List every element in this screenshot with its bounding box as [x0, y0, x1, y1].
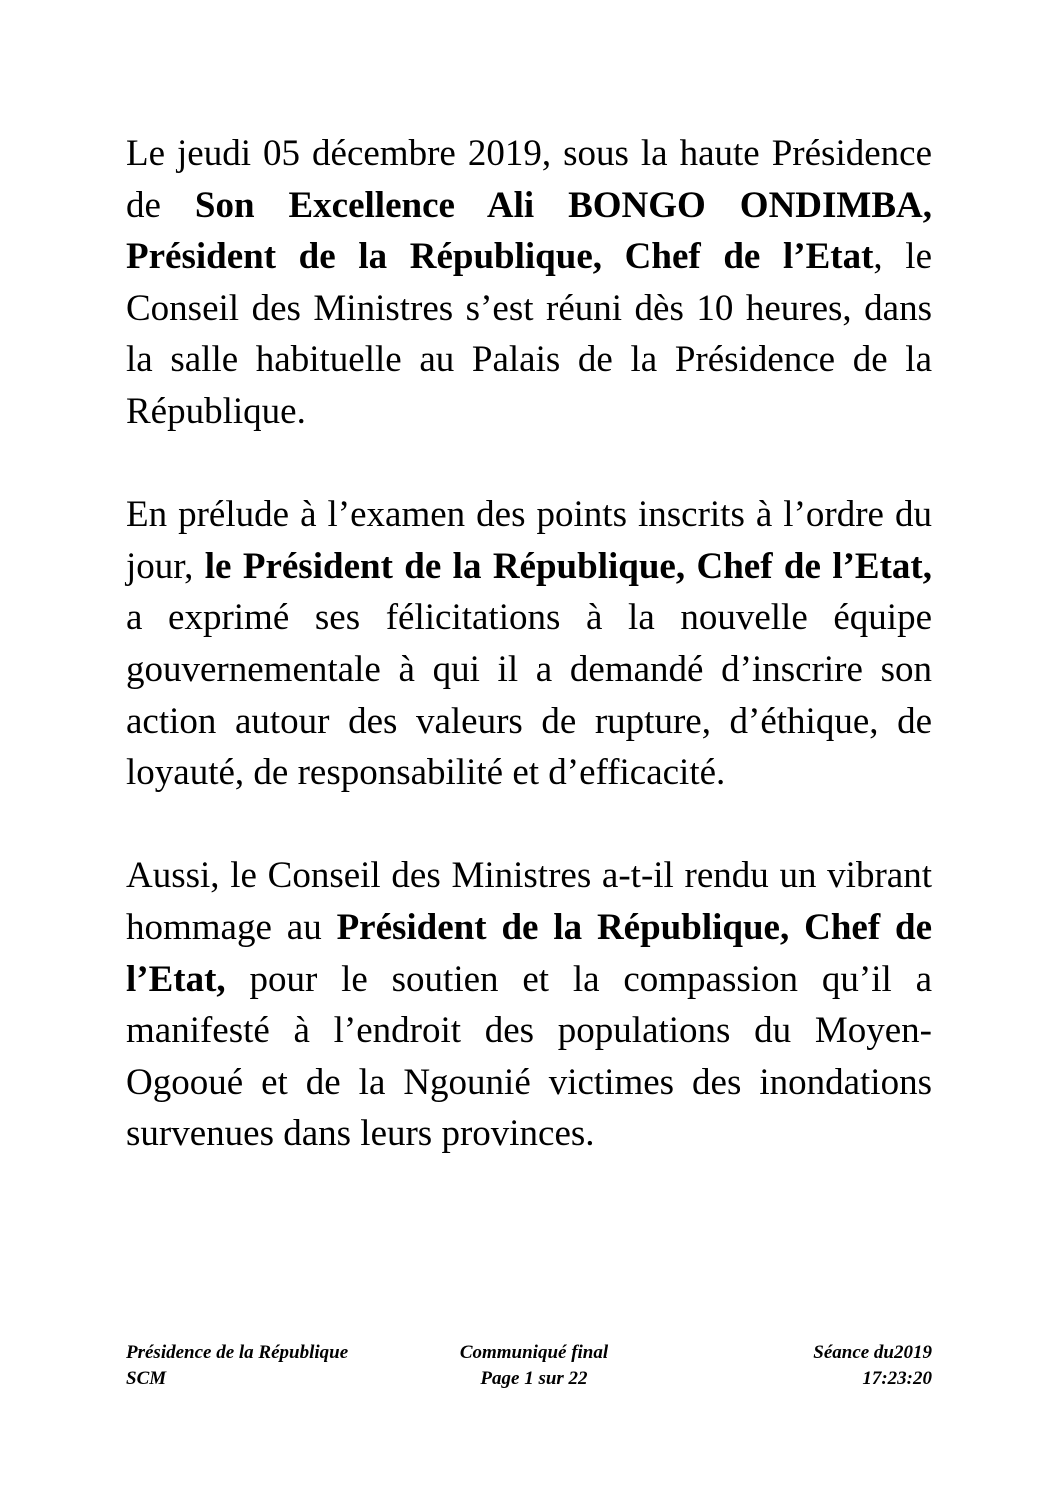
footer-center	[126, 1340, 932, 1392]
paragraph-1	[126, 128, 932, 438]
footer-document-type: Communiqué final	[459, 1342, 609, 1363]
paragraph-1-text-1: Le jeudi 05 décembre 2019, sous la haute Présidence de	[126, 133, 932, 226]
paragraph-2	[126, 489, 932, 799]
paragraph-2-text-1: En prélude à l’examen des points inscrits à l’ordre du jour,	[126, 494, 932, 587]
page-footer	[126, 1340, 932, 1400]
paragraph-1-text-2: , le Conseil des Ministres s’est réuni dès 10 heures, dans la salle habituelle au Palais de la Présidence de la République.	[126, 236, 933, 432]
paragraph-3	[126, 850, 932, 1160]
document-body	[126, 128, 932, 1211]
paragraph-2-bold-1: le Président de la République, Chef de l’Etat,	[204, 545, 932, 587]
footer-session: Séance du2019	[813, 1342, 932, 1363]
paragraph-1-bold-1: Son Excellence Ali BONGO ONDIMBA, Président de la République, Chef de l’Etat	[126, 184, 932, 278]
footer-right	[813, 1340, 932, 1392]
paragraph-3-text-2: pour le soutien et la compassion qu’il a manifesté à l’endroit des populations du Moyen-Ogooué et de la Ngounié victimes des inondations survenues dans leurs provinces.	[126, 958, 932, 1155]
footer-page-number: Page 1 sur 22	[480, 1368, 588, 1389]
footer-time: 17:23:20	[862, 1368, 932, 1389]
footer-issuer: Présidence de la République	[126, 1342, 349, 1363]
paragraph-2-text-2: a exprimé ses félicitations à la nouvelle équipe gouvernementale à qui il a demandé d’inscrire son action autour des valeurs de rupture, d’éthique, de loyauté, de responsabilité et d’efficacité.	[126, 597, 932, 794]
paragraph-3-bold-1: Président de la République, Chef de l’Etat,	[126, 906, 933, 1000]
paragraph-3-text-1: Aussi, le Conseil des Ministres a-t-il rendu un vibrant hommage au	[126, 855, 932, 948]
footer-department: SCM	[126, 1368, 167, 1389]
